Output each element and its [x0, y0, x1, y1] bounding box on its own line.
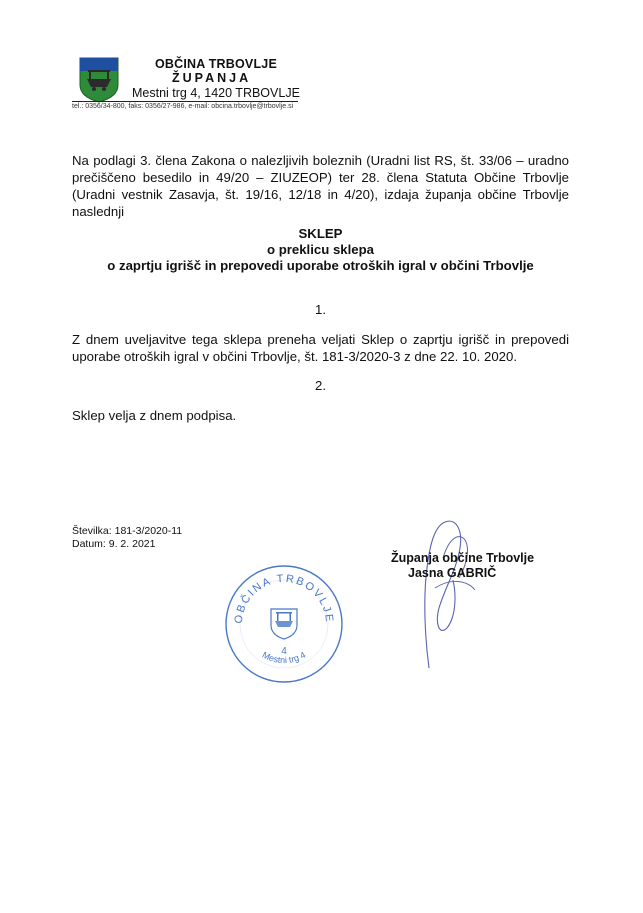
title-line-1: SKLEP — [298, 226, 343, 241]
title-line-3: o zaprtju igrišč in prepovedi uporabe otroških igral v občini Trbovlje — [107, 258, 534, 273]
signer-block — [391, 551, 534, 581]
organization-office: ŽUPANJA — [172, 71, 252, 85]
svg-text:OBČINA TRBOVLJE — [233, 573, 335, 624]
document-number: Številka: 181-3/2020-11 — [72, 525, 183, 537]
article-2-number: 2. — [315, 378, 326, 393]
contact-line: tel.: 0356/34-800, faks: 0356/27-986, e-mail: obcina.trbovlje@trbovlje.si — [72, 103, 294, 110]
title-line-2: o preklicu sklepa — [266, 242, 374, 257]
signer-role: Županja občine Trbovlje — [391, 551, 535, 565]
article-1-text: Z dnem uveljavitve tega sklepa preneha veljati Sklep o zaprtju igrišč in prepovedi uporabe otroških igral v občini Trbovlje, št. 181-3/2020-3 z dne 22. 10. 2020. — [72, 332, 569, 364]
stamp-bottom-text: Mestni trg 4 — [260, 649, 308, 666]
municipal-crest-icon — [79, 57, 119, 103]
document-title — [72, 226, 569, 274]
article-1-number: 1. — [315, 302, 326, 317]
legal-basis-paragraph: Na podlagi 3. člena Zakona o nalezljivih boleznih (Uradni list RS, št. 33/06 – uradno prečiščeno besedilo in 49/20 – ZIUZEOP) ter 28. člena Statuta Občine Trbovlje (Uradni vestnik Zasavja, št. 19/16, 12/18 in 4/20), izdaja županja občine Trbovlje naslednji — [72, 153, 569, 219]
handwritten-signature — [405, 518, 495, 670]
organization-name: OBČINA TRBOVLJE — [155, 57, 277, 71]
article-2-text: Sklep velja z dnem podpisa. — [72, 408, 237, 423]
organization-address: Mestni trg 4, 1420 TRBOVLJE — [132, 86, 300, 100]
header-divider — [72, 101, 298, 102]
stamp-crest-icon — [271, 609, 297, 639]
stamp-top-text: OBČINA TRBOVLJE — [232, 572, 336, 625]
stamp-number: 4 — [281, 646, 287, 657]
signer-name: Jasna GABRIČ — [408, 566, 497, 580]
official-stamp — [223, 563, 345, 685]
document-meta — [72, 525, 182, 551]
document-date: Datum: 9. 2. 2021 — [72, 538, 156, 550]
